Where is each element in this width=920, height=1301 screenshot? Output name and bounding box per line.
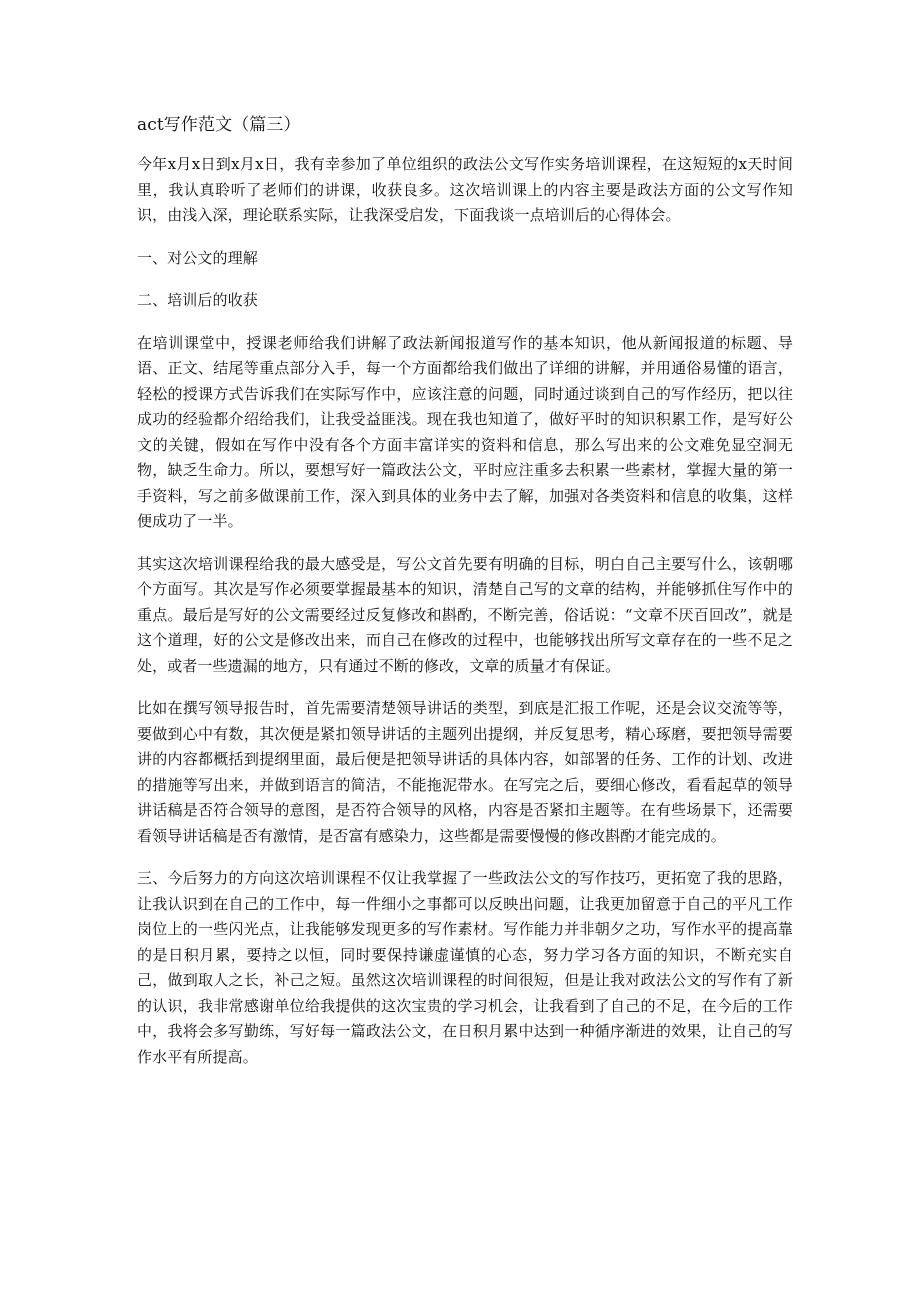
- body-paragraph: 在培训课堂中，授课老师给我们讲解了政法新闻报道写作的基本知识，他从新闻报道的标题、导语、正文、结尾等重点部分入手，每一个方面都给我们做出了详细的讲解，并用通俗易懂的语言，轻松的授课方式告诉我们在实际写作中，应该注意的问题，同时通过谈到自己的写作经历，把以往成功的经验都介绍给我们，让我受益匪浅。现在我也知道了，做好平时的知识积累工作，是写好公文的关键，假如在写作中没有各个方面丰富详实的资料和信息，那么写出来的公文难免显空洞无物，缺乏生命力。所以，要想写好一篇政法公文，平时应注重多去积累一些素材，掌握大量的第一手资料，写之前多做课前工作，深入到具体的业务中去了解，加强对各类资料和信息的收集，这样便成功了一半。: [137, 333, 793, 530]
- section-heading-2: 二、培训后的收获: [137, 291, 258, 309]
- body-paragraph: 其实这次培训课程给我的最大感受是，写公文首先要有明确的目标，明白自己主要写什么，该朝哪个方面写。其次是写作必须要掌握最基本的知识，清楚自己写的文章的结构，并能够抓住写作中的重点。最后是写好的公文需要经过反复修改和斟酌，不断完善，俗话说：“文章不厌百回改”，就是这个道理，好的公文是修改出来，而自己在修改的过程中，也能够找出所写文章存在的一些不足之处，或者一些遗漏的地方，只有通过不断的修改，文章的质量才有保证。: [137, 554, 793, 675]
- intro-paragraph: 今年x月x日到x月x日，我有幸参加了单位组织的政法公文写作实务培训课程，在这短短的x天时间里，我认真聆听了老师们的讲课，收获良多。这次培训课上的内容主要是政法方面的公文写作知识，由浅入深，理论联系实际，让我深受启发，下面我谈一点培训后的心得体会。: [137, 155, 793, 224]
- body-paragraph: 比如在撰写领导报告时，首先需要清楚领导讲话的类型，到底是汇报工作呢，还是会议交流等等，要做到心中有数，其次便是紧扣领导讲话的主题列出提纲，并反复思考，精心琢磨，要把领导需要讲的内容都概括到提纲里面，最后便是把领导讲话的具体内容，如部署的任务、工作的计划、改进的措施等写出来，并做到语言的简洁，不能拖泥带水。在写完之后，要细心修改，看看起草的领导讲话稿是否符合领导的意图，是否符合领导的风格，内容是否紧扣主题等。在有些场景下，还需要看领导讲话稿是否有激情，是否富有感染力，这些都是需要慢慢的修改斟酌才能完成的。: [137, 699, 793, 845]
- document-page: [137, 112, 793, 1087]
- section-3-paragraph: 三、今后努力的方向这次培训课程不仅让我掌握了一些政法公文的写作技巧，更拓宽了我的思路，让我认识到在自己的工作中，每一件细小之事都可以反映出问题，让我更加留意于自己的平凡工作岗位上的一些闪光点，让我能够发现更多的写作素材。写作能力并非朝夕之功，写作水平的提高靠的是日积月累，要持之以恒，同时要保持谦虚谨慎的心态，努力学习各方面的知识，不断充实自己，做到取人之长，补己之短。虽然这次培训课程的时间很短，但是让我对政法公文的写作有了新的认识，我非常感谢单位给我提供的这次宝贵的学习机会，让我看到了自己的不足，在今后的工作中，我将会多写勤练，写好每一篇政法公文，在日积月累中达到一种循序渐进的效果，让自己的写作水平有所提高。: [137, 869, 793, 1066]
- document-title: act写作范文（篇三）: [137, 115, 301, 135]
- section-heading-1: 一、对公文的理解: [137, 248, 258, 267]
